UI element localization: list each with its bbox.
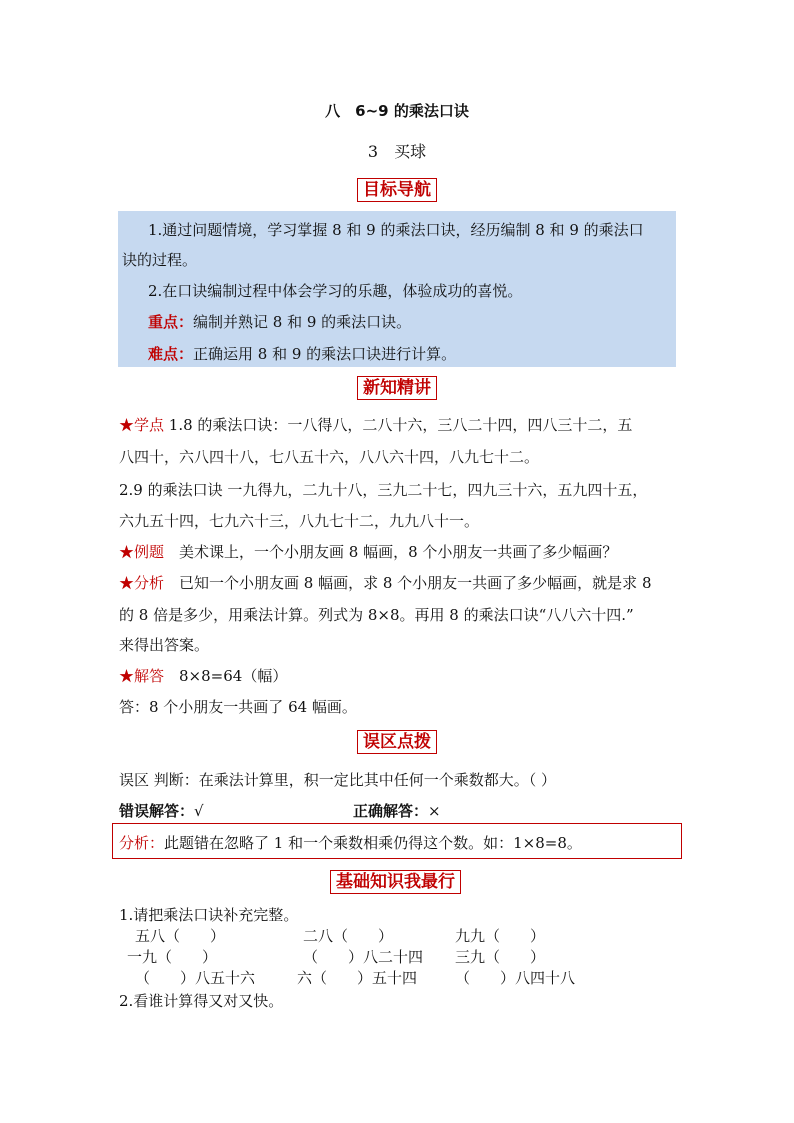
- section-basics-heading: 基础知识我最行: [330, 870, 461, 894]
- exercise-1-prompt: 1.请把乘法口诀补充完整。: [119, 906, 299, 924]
- difficult-point: [148, 343, 456, 364]
- goal-line-1: 1.通过问题情境，学习掌握 8 和 9 的乘法口诀，经历编制 8 和 9 的乘法口: [148, 221, 644, 239]
- section-mistakes-heading: 误区点拨: [357, 730, 437, 754]
- blank-item: （ ）八二十四: [303, 948, 424, 966]
- wrong-answer-value: √: [194, 802, 204, 820]
- difficult-point-text: 正确运用 8 和 9 的乘法口诀进行计算。: [193, 345, 457, 363]
- nine-table-line-2: 六九五十四，七九六十三，八九七十二，九九八十一。: [119, 512, 480, 530]
- blank-item: （ ）八四十八: [455, 969, 576, 987]
- analysis-label: ★分析: [119, 574, 165, 592]
- blank-item: （ ）八五十六: [135, 969, 256, 987]
- blank-item: 九九（ ）: [455, 927, 546, 945]
- study-point-text: 1.8 的乘法口诀：一八得八，二八十六，三八二十四，四八三十二，五: [164, 416, 633, 434]
- section-new-knowledge-heading: 新知精讲: [357, 376, 437, 400]
- analysis-line-3: 来得出答案。: [119, 636, 210, 654]
- correct-answer: [353, 800, 441, 821]
- mistake-question: 误区 判断：在乘法计算里，积一定比其中任何一个乘数都大。（ ）: [119, 771, 557, 789]
- goal-line-2: 诀的过程。: [122, 251, 198, 269]
- mistake-analysis-label: 分析：: [119, 834, 165, 852]
- key-point-label: 重点：: [148, 313, 194, 331]
- mistake-analysis-text: 此题错在忽略了 1 和一个乘数相乘仍得这个数。如：1×8=8。: [164, 834, 582, 852]
- key-point: [148, 311, 411, 332]
- wrong-answer: [119, 800, 204, 821]
- blank-item: 三九（ ）: [455, 948, 546, 966]
- nine-table-line-1: 2.9 的乘法口诀 一九得九，二九十八，三九二十七，四九三十六，五九四十五，: [119, 481, 648, 499]
- blank-item: 五八（ ）: [135, 927, 226, 945]
- example-text: 美术课上，一个小朋友画 8 幅画，8 个小朋友一共画了多少幅画？: [164, 543, 618, 561]
- analysis-line-2: 的 8 倍是多少，用乘法计算。列式为 8×8。再用 8 的乘法口诀“八八六十四.”: [119, 606, 634, 624]
- goal-line-3: 2.在口诀编制过程中体会学习的乐趣，体验成功的喜悦。: [148, 282, 523, 300]
- solution-text: 8×8=64（幅）: [164, 667, 288, 685]
- difficult-point-label: 难点：: [148, 345, 194, 363]
- goals-panel: [118, 211, 676, 367]
- study-point-line-2: 八四十，六八四十八，七八五十六，八八六十四，八九七十二。: [119, 448, 540, 466]
- blank-item: 一九（ ）: [127, 948, 218, 966]
- chapter-title: 八 6~9 的乘法口诀: [325, 102, 469, 120]
- lesson-title: 3 买球: [367, 142, 427, 161]
- study-point-label: ★学点: [119, 416, 165, 434]
- mistake-analysis-box: [112, 823, 682, 859]
- section-goals-heading: 目标导航: [357, 178, 437, 202]
- final-answer: 答：8 个小朋友一共画了 64 幅画。: [119, 698, 357, 716]
- analysis-line-1: [119, 572, 652, 593]
- solution-line: [119, 665, 287, 686]
- mistake-analysis: [119, 832, 582, 853]
- exercise-2-prompt: 2.看谁计算得又对又快。: [119, 992, 284, 1010]
- blank-item: 二八（ ）: [303, 927, 394, 945]
- solution-label: ★解答: [119, 667, 165, 685]
- analysis-text-1: 已知一个小朋友画 8 幅画，求 8 个小朋友一共画了多少幅画，就是求 8: [164, 574, 652, 592]
- study-point-line-1: [119, 414, 632, 435]
- example-line: [119, 541, 617, 562]
- correct-answer-value: ×: [428, 802, 441, 820]
- wrong-answer-label: 错误解答：: [119, 802, 195, 820]
- correct-answer-label: 正确解答：: [353, 802, 429, 820]
- key-point-text: 编制并熟记 8 和 9 的乘法口诀。: [193, 313, 412, 331]
- example-label: ★例题: [119, 543, 165, 561]
- blank-item: 六（ ）五十四: [297, 969, 418, 987]
